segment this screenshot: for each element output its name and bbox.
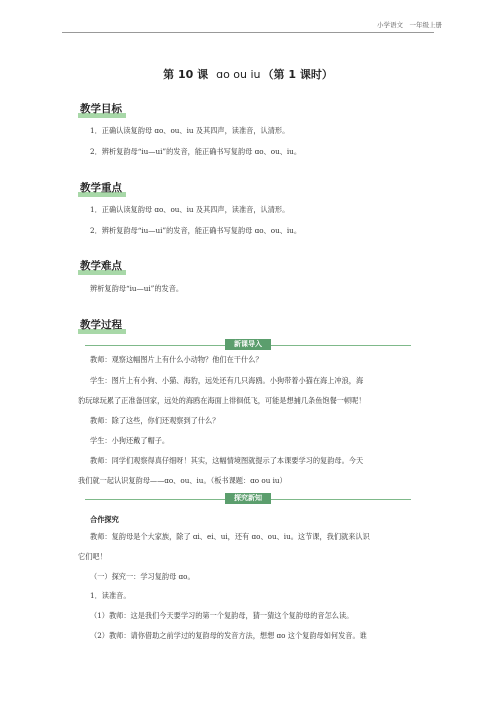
new-line-6: （2）教师：请你借助之前学过的复韵母的发音方法，想想 ɑo 这个复韵母如何发音。谁 xyxy=(90,631,367,640)
key-point-item-1: 1．正确认读复韵母 ɑo、ou、iu 及其四声，读准音，认清形。 xyxy=(90,205,290,214)
title-lesson: 第 10 课 xyxy=(163,68,209,81)
key-points-heading: 教学重点 xyxy=(78,179,124,197)
difficulties-heading: 教学难点 xyxy=(78,257,124,275)
difficulty-text: 辨析复韵母“iu—ui”的发音。 xyxy=(90,284,184,293)
new-line-1: 教师：复韵母是个大家族，除了 ɑi、ei、ui，还有 ɑo、ou、iu。这节课，我们就来认识 xyxy=(90,532,370,541)
new-line-3: （一）探究一：学习复韵母 ɑo。 xyxy=(90,572,195,581)
intro-line-7: 我们就一起认识复韵母——ɑo、ou、iu。（板书课题：ɑo ou iu） xyxy=(78,476,287,485)
new-knowledge-banner xyxy=(85,493,411,505)
new-knowledge-banner-label: 探究新知 xyxy=(225,493,271,504)
process-heading: 教学过程 xyxy=(78,316,124,334)
new-line-5: （1）教师：这是我们今天要学习的第一个复韵母，猜一猜这个复韵母的音怎么读。 xyxy=(90,611,354,620)
intro-line-3: 豹玩球玩累了正准备回家，远处的海鸥在海面上徘徊低飞，可能是想捕几条鱼饱餐一顿呢！ xyxy=(78,396,366,405)
cooperative-inquiry-heading: 合作探究 xyxy=(90,515,119,524)
goal-item-2: 2．辨析复韵母“iu—ui”的发音，能正确书写复韵母 ɑo、ou、iu。 xyxy=(90,147,302,156)
intro-line-2: 学生：图片上有小狗、小猫、海豹，远处还有几只海鸥。小狗带着小猫在海上冲浪，海 xyxy=(90,376,364,385)
intro-banner xyxy=(85,339,411,351)
new-line-4: 1．读准音。 xyxy=(90,591,131,600)
key-point-item-2: 2．辨析复韵母“iu—ui”的发音，能正确书写复韵母 ɑo、ou、iu。 xyxy=(90,226,302,235)
intro-line-4: 教师：除了这些，你们还观察到了什么？ xyxy=(90,416,220,425)
intro-line-6: 教师：同学们观察得真仔细呀！其实，这幅情境图就提示了本课要学习的复韵母。今天 xyxy=(90,456,364,465)
goals-heading: 教学目标 xyxy=(78,100,124,118)
intro-banner-label: 新课导入 xyxy=(225,339,271,350)
page-title xyxy=(0,66,496,82)
title-pinyin: ɑo ou iu xyxy=(216,68,261,81)
new-line-2: 它们吧！ xyxy=(78,552,107,561)
intro-line-1: 教师：观察这幅图片上有什么小动物？他们在干什么？ xyxy=(90,355,263,364)
title-suffix: （第 1 课时） xyxy=(262,68,333,81)
header-divider xyxy=(62,32,434,33)
header-subject: 小学语文 一年级上册 xyxy=(377,21,442,29)
intro-line-5: 学生：小狗还戴了帽子。 xyxy=(90,436,170,445)
goal-item-1: 1．正确认读复韵母 ɑo、ou、iu 及其四声，读准音，认清形。 xyxy=(90,126,290,135)
